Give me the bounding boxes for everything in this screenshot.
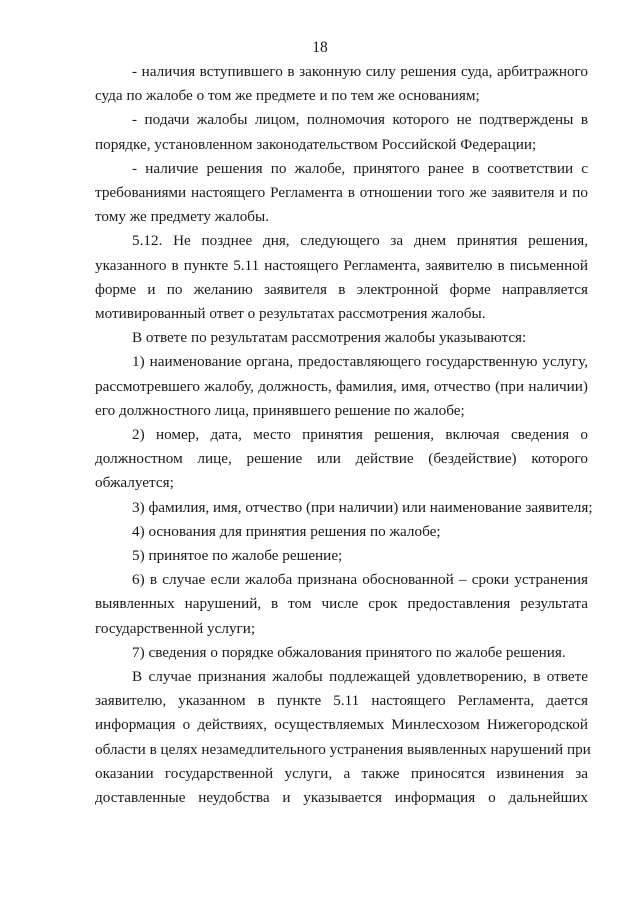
text-line: области в целях незамедлительного устранения выявленных нарушений при [95,740,591,758]
text-line: порядке, установленном законодательством Российской Федерации; [95,135,537,153]
list-item-6 [95,568,588,641]
text-line: - наличие решения по жалобе, принятого ранее в соответствии с [132,159,588,177]
paragraph-bullet-court-decision [95,60,588,108]
text-line: доставленные неудобства и указывается информация о дальнейших [95,789,588,807]
text-line: мотивированный ответ о результатах рассмотрения жалобы. [95,305,486,323]
text-line: форме и по желанию заявителя в электронной форме направляется [95,280,588,298]
text-line: его должностного лица, принявшего решение по жалобе; [95,401,465,419]
list-item-1 [95,350,588,423]
paragraph-section-5-12 [95,229,588,326]
text-line: В ответе по результатам рассмотрения жалобы указываются: [132,329,527,347]
text-line: требованиями настоящего Регламента в отношении того же заявителя и по [95,184,588,202]
text-line: заявителю, указанном в пункте 5.11 настоящего Регламента, дается [95,692,588,710]
text-line: информация о действиях, осуществляемых Минлесхозом Нижегородской [95,716,588,734]
text-line: - подачи жалобы лицом, полномочия которого не подтверждены в [132,111,588,129]
paragraph-bullet-prior-decision [95,157,588,230]
text-line: должностном лице, решение или действие (бездействие) которого [95,450,588,468]
text-line: 3) фамилия, имя, отчество (при наличии) или наименование заявителя; [132,498,593,516]
text-line: государственной услуги; [95,619,256,637]
page-number: 18 [312,39,328,56]
text-line: 4) основания для принятия решения по жалобе; [132,522,441,540]
text-line: 2) номер, дата, место принятия решения, включая сведения о [132,426,588,444]
list-item-4 [95,520,588,544]
text-line: 5) принятое по жалобе решение; [132,547,343,565]
text-line: 5.12. Не позднее дня, следующего за днем принятия решения, [132,232,588,250]
text-line: суда по жалобе о том же предмете и по тем же основаниям; [95,87,480,105]
paragraph-bullet-unauthorized-person [95,108,588,156]
list-item-5 [95,544,588,568]
paragraph-complaint-satisfied [95,665,591,810]
text-line: 1) наименование органа, предоставляющего государственную услугу, [132,353,588,371]
text-line: обжалуется; [95,474,174,492]
text-line: - наличия вступившего в законную силу решения суда, арбитражного [132,63,588,80]
paragraph-response-contents-intro [95,326,588,350]
text-line: указанного в пункте 5.11 настоящего Регламента, заявителю в письменной [95,256,588,274]
text-line: выявленных нарушений, в том числе срок предоставления результата [95,595,588,613]
text-line: 6) в случае если жалоба признана обоснованной – сроки устранения [132,571,588,589]
text-line: оказании государственной услуги, а также приносятся извинения за [95,764,588,782]
list-item-3 [95,496,593,520]
list-item-2 [95,423,588,496]
text-line: тому же предмету жалобы. [95,208,270,226]
document-body [95,60,593,810]
text-line: рассмотревшего жалобу, должность, фамилия, имя, отчество (при наличии) [95,377,588,395]
list-item-7 [95,641,588,665]
text-line: В случае признания жалобы подлежащей удовлетворению, в ответе [132,668,588,686]
text-line: 7) сведения о порядке обжалования принятого по жалобе решения. [132,643,566,661]
